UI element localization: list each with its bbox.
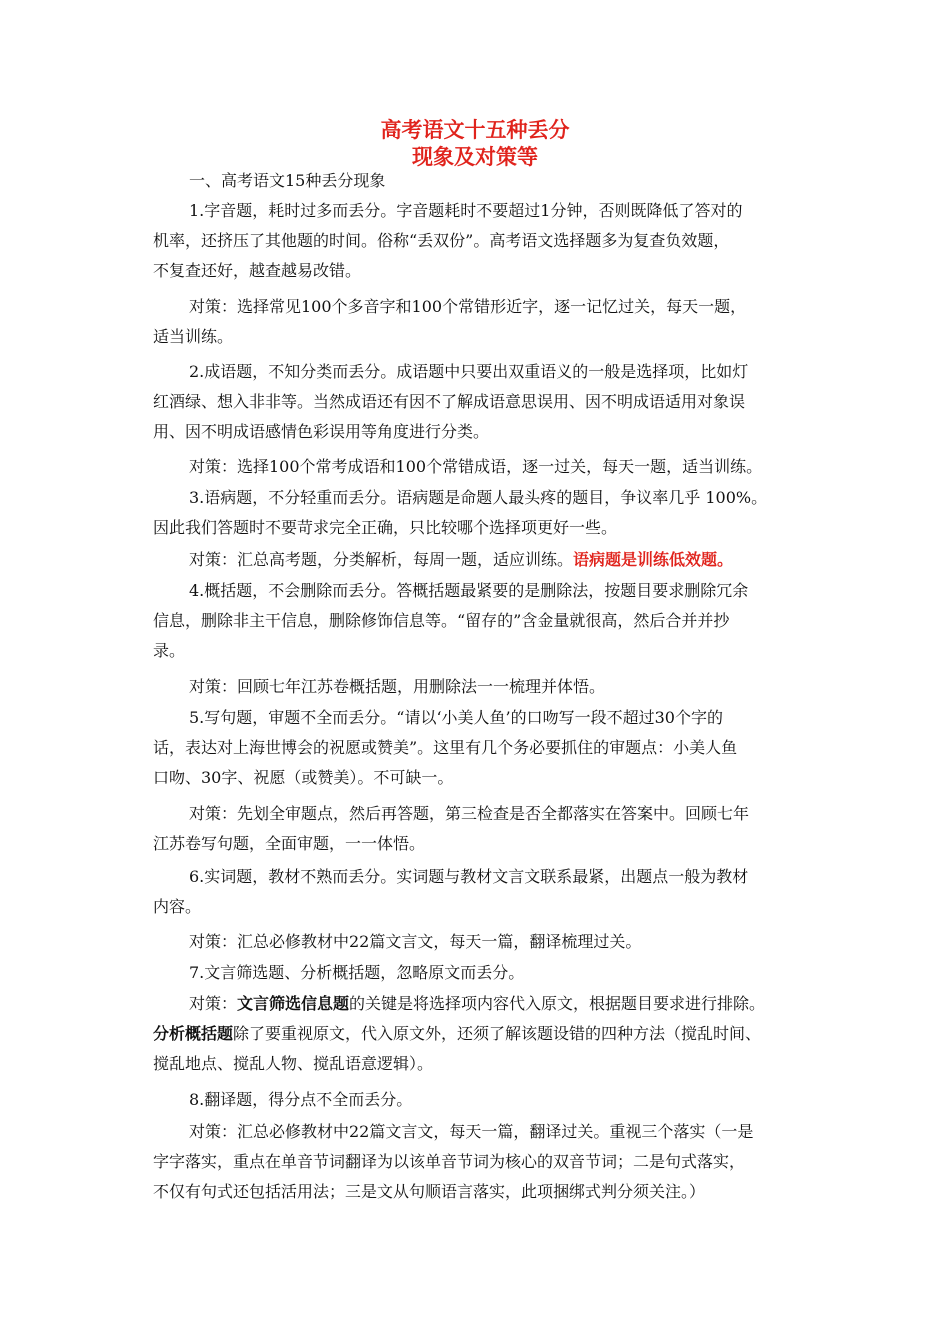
paragraph-line: 3.语病题，不分轻重而丢分。语病题是命题人最头疼的题目，争议率几乎 100%。 bbox=[189, 488, 768, 507]
paragraph-line: 信息，删除非主干信息，删除修饰信息等。“留存的”含金量就很高，然后合并并抄 bbox=[153, 611, 730, 630]
paragraph-line: 内容。 bbox=[153, 897, 202, 916]
section-heading: 一、高考语文15种丢分现象 bbox=[189, 171, 386, 190]
paragraph-line: 因此我们答题时不要苛求完全正确，只比较哪个选择项更好一些。 bbox=[153, 518, 618, 537]
document-title-line2: 现象及对策等 bbox=[412, 145, 538, 169]
paragraph-line: 1.字音题，耗时过多而丢分。字音题耗时不要超过1分钟，否则既降低了答对的 bbox=[189, 201, 743, 220]
paragraph-line: 7.文言筛选题、分析概括题，忽略原文而丢分。 bbox=[189, 963, 525, 982]
strategy-line: 江苏卷写句题，全面审题，一一体悟。 bbox=[153, 834, 426, 853]
strategy-text: 除了要重视原文，代入原文外，还须了解该题设错的四种方法（搅乱时间、 bbox=[233, 1024, 762, 1043]
strategy-line: 对策：选择常见100个多音字和100个常错形近字，逐一记忆过关，每天一题， bbox=[189, 297, 747, 316]
document-title-line1: 高考语文十五种丢分 bbox=[380, 118, 570, 142]
strategy-line: 对策：汇总必修教材中22篇文言文，每天一篇，翻译过关。重视三个落实（一是 bbox=[189, 1122, 754, 1141]
paragraph-line: 6.实词题，教材不熟而丢分。实词题与教材文言文联系最紧，出题点一般为教材 bbox=[189, 867, 749, 886]
paragraph-line: 录。 bbox=[153, 641, 186, 660]
strategy-line: 对策：选择100个常考成语和100个常错成语，逐一过关，每天一题，适当训练。 bbox=[189, 457, 763, 476]
strategy-line: 对策：汇总必修教材中22篇文言文，每天一篇，翻译梳理过关。 bbox=[189, 932, 642, 951]
paragraph-line: 机率，还挤压了其他题的时间。俗称“丢双份”。高考语文选择题多为复查负效题， bbox=[153, 231, 730, 250]
strategy-line: 字字落实，重点在单音节词翻译为以该单音节词为核心的双音节词；二是句式落实， bbox=[153, 1152, 746, 1171]
paragraph-line: 红酒绿、想入非非等。当然成语还有因不了解成语意思误用、因不明成语适用对象误 bbox=[153, 392, 746, 411]
strategy-line bbox=[153, 1023, 803, 1045]
highlight-note: 语病题是训练低效题。 bbox=[573, 550, 734, 569]
paragraph-line: 话，表达对上海世博会的祝愿或赞美”。这里有几个务必要抓住的审题点：小美人鱼 bbox=[153, 738, 738, 757]
strategy-text: 对策：汇总高考题，分类解析，每周一题，适应训练。 bbox=[189, 550, 574, 569]
paragraph-line: 口吻、30字、祝愿（或赞美）。不可缺一。 bbox=[153, 768, 454, 787]
strategy-prefix: 对策： bbox=[189, 994, 238, 1013]
paragraph-line: 不复查还好，越查越易改错。 bbox=[153, 261, 362, 280]
strategy-line bbox=[189, 549, 839, 571]
paragraph-line: 2.成语题，不知分类而丢分。成语题中只要出双重语义的一般是选择项，比如灯 bbox=[189, 362, 749, 381]
strategy-text: 的关键是将选择项内容代入原文，根据题目要求进行排除。 bbox=[349, 994, 766, 1013]
paragraph-line: 用、因不明成语感情色彩误用等角度进行分类。 bbox=[153, 422, 490, 441]
paragraph-line: 5.写句题，审题不全而丢分。“请以‘小美人鱼’的口吻写一段不超过30个字的 bbox=[189, 708, 723, 727]
strategy-line: 搅乱地点、搅乱人物、搅乱语意逻辑）。 bbox=[153, 1054, 434, 1073]
strategy-line: 对策：回顾七年江苏卷概括题，用删除法一一梳理并体悟。 bbox=[189, 677, 606, 696]
strategy-line bbox=[189, 993, 839, 1015]
strategy-line: 对策：先划全审题点，然后再答题，第三检查是否全都落实在答案中。回顾七年 bbox=[189, 804, 750, 823]
strategy-line: 不仅有句式还包括活用法；三是文从句顺语言落实，此项捆绑式判分须关注。） bbox=[153, 1182, 706, 1201]
bold-term: 分析概括题 bbox=[153, 1024, 234, 1043]
bold-term: 文言筛选信息题 bbox=[237, 994, 350, 1013]
strategy-line: 适当训练。 bbox=[153, 327, 234, 346]
paragraph-line: 4.概括题，不会删除而丢分。答概括题最紧要的是删除法，按题目要求删除冗余 bbox=[189, 581, 749, 600]
paragraph-line: 8.翻译题，得分点不全而丢分。 bbox=[189, 1090, 413, 1109]
